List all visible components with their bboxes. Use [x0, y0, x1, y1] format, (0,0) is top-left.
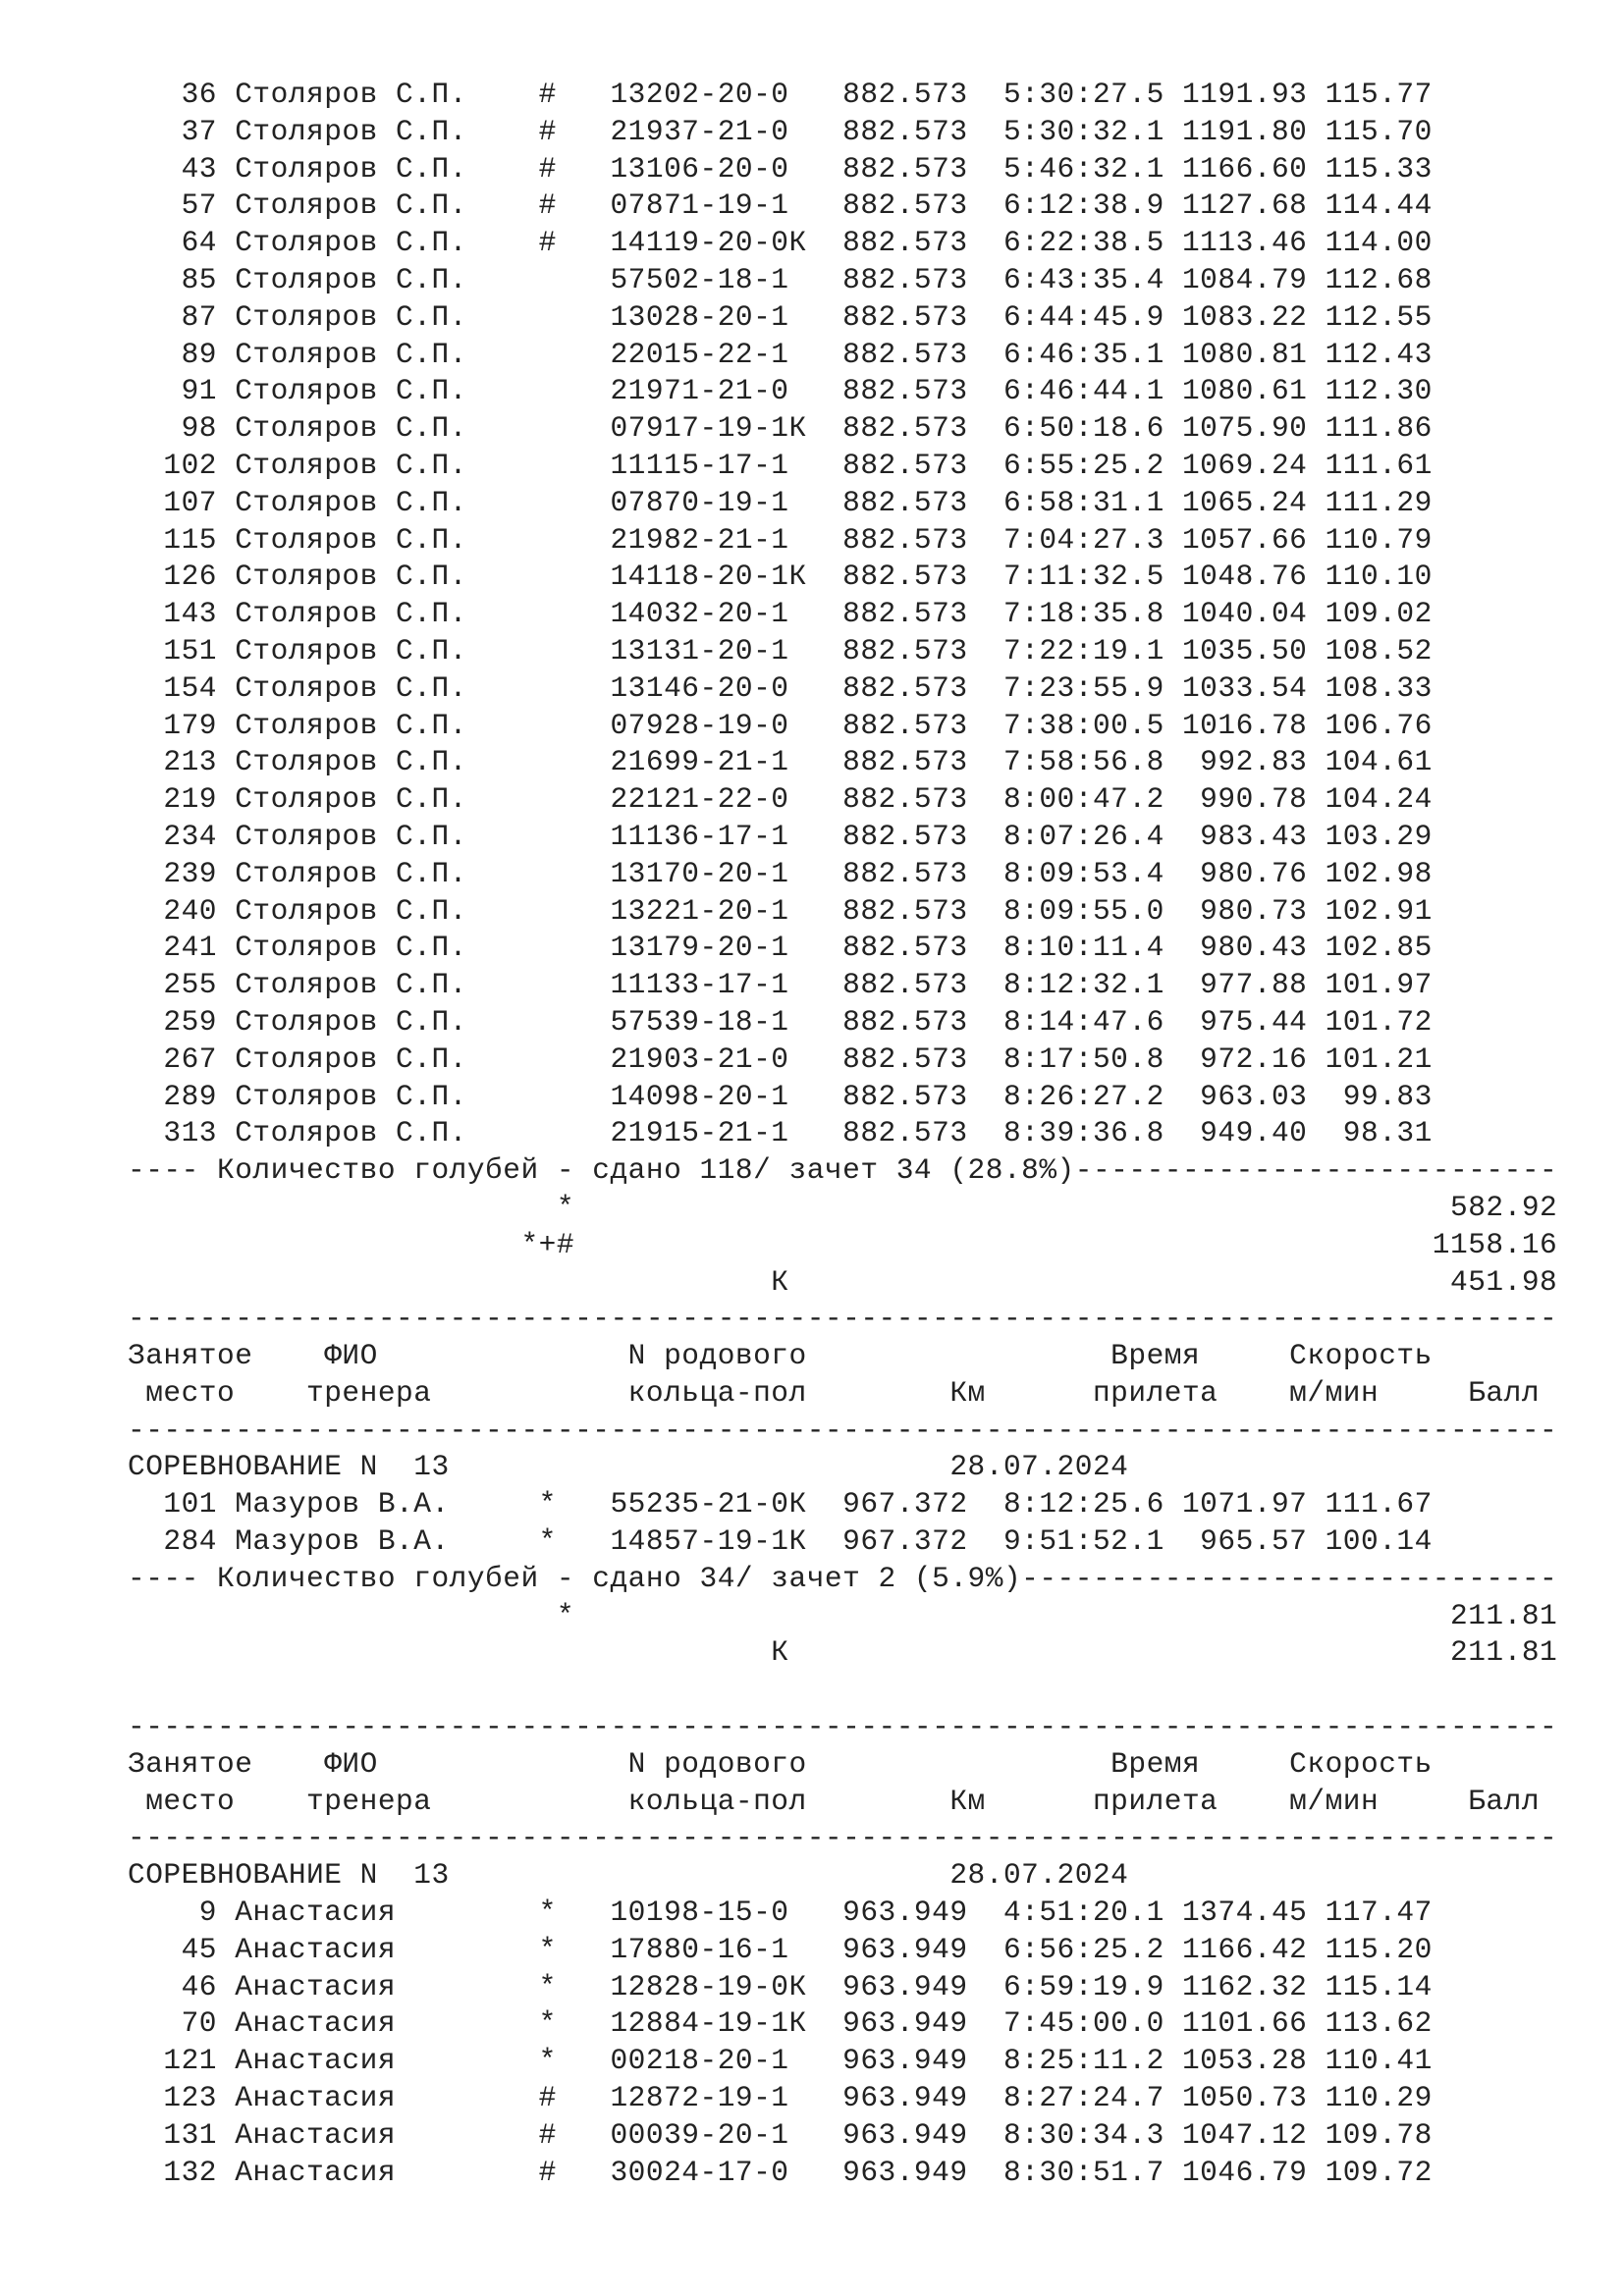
result-row: 213 Столяров С.П. 21699-21-1 882.573 7:58:56.8 992.83 104.61: [128, 745, 1433, 779]
result-row: 107 Столяров С.П. 07870-19-1 882.573 6:58:31.1 1065.24 111.29: [128, 485, 1433, 519]
result-row: 43 Столяров С.П. # 13106-20-0 882.573 5:46:32.1 1166.60 115.33: [128, 151, 1433, 186]
result-row: 91 Столяров С.П. 21971-21-0 882.573 6:46:44.1 1080.61 112.30: [128, 374, 1433, 408]
competition-line: СОРЕВНОВАНИЕ N 13 28.07.2024: [128, 1450, 1129, 1484]
result-row: 36 Столяров С.П. # 13202-20-0 882.573 5:30:27.5 1191.93 115.77: [128, 78, 1433, 111]
result-row: 87 Столяров С.П. 13028-20-1 882.573 6:44:45.9 1083.22 112.55: [128, 299, 1433, 334]
result-row: 259 Столяров С.П. 57539-18-1 882.573 8:14:47.6 975.44 101.72: [128, 1004, 1433, 1039]
result-row: 70 Анастасия * 12884-19-1К 963.949 7:45:00.0 1101.66 113.62: [128, 2006, 1433, 2041]
blank-line: [128, 1672, 1561, 1709]
result-row: 239 Столяров С.П. 13170-20-1 882.573 8:09:53.4 980.76 102.98: [128, 856, 1433, 890]
result-row: 89 Столяров С.П. 22015-22-1 882.573 6:46:35.1 1080.81 112.43: [128, 337, 1433, 371]
result-row: 123 Анастасия # 12872-19-1 963.949 8:27:24.7 1050.73 110.29: [128, 2081, 1433, 2115]
result-row: 126 Столяров С.П. 14118-20-1К 882.573 7:11:32.5 1048.76 110.10: [128, 560, 1433, 594]
divider: --------------------------------------------------------------------------------: [128, 1821, 1558, 1855]
result-row: 219 Столяров С.П. 22121-22-0 882.573 8:00:47.2 990.78 104.24: [128, 782, 1433, 817]
result-row: 46 Анастасия * 12828-19-0К 963.949 6:59:19.9 1162.32 115.14: [128, 1969, 1433, 2003]
divider: --------------------------------------------------------------------------------: [128, 1413, 1558, 1447]
table-header-line-2: место тренера кольца-пол Км прилета м/мин Балл: [128, 1784, 1541, 1818]
result-row: 255 Столяров С.П. 11133-17-1 882.573 8:12:32.1 977.88 101.97: [128, 968, 1433, 1002]
result-row: 179 Столяров С.П. 07928-19-0 882.573 7:38:00.5 1016.78 106.76: [128, 708, 1433, 742]
result-row: 151 Столяров С.П. 13131-20-1 882.573 7:22:19.1 1035.50 108.52: [128, 633, 1433, 667]
result-row: 289 Столяров С.П. 14098-20-1 882.573 8:26:27.2 963.03 99.83: [128, 1079, 1433, 1113]
result-row: 313 Столяров С.П. 21915-21-1 882.573 8:39:36.8 949.40 98.31: [128, 1116, 1433, 1150]
result-row: 267 Столяров С.П. 21903-21-0 882.573 8:17:50.8 972.16 101.21: [128, 1041, 1433, 1076]
result-row: 85 Столяров С.П. 57502-18-1 882.573 6:43:35.4 1084.79 112.68: [128, 262, 1433, 296]
result-row: 64 Столяров С.П. # 14119-20-0К 882.573 6:22:38.5 1113.46 114.00: [128, 226, 1433, 260]
summary-line: ---- Количество голубей - сдано 34/ зачет 2 (5.9%)------------------------------: [128, 1561, 1558, 1595]
result-row: 121 Анастасия * 00218-20-1 963.949 8:25:11.2 1053.28 110.41: [128, 2044, 1433, 2078]
result-row: 37 Столяров С.П. # 21937-21-0 882.573 5:30:32.1 1191.80 115.70: [128, 114, 1433, 148]
table-header-line-1: Занятое ФИО N родового Время Скорость: [128, 1339, 1433, 1373]
result-row: 9 Анастасия * 10198-15-0 963.949 4:51:20.1 1374.45 117.47: [128, 1896, 1433, 1930]
result-row: 132 Анастасия # 30024-17-0 963.949 8:30:51.7 1046.79 109.72: [128, 2155, 1433, 2189]
result-row: 234 Столяров С.П. 11136-17-1 882.573 8:07:26.4 983.43 103.29: [128, 819, 1433, 853]
result-row: 98 Столяров С.П. 07917-19-1К 882.573 6:50:18.6 1075.90 111.86: [128, 411, 1433, 446]
total-line: *+# 1158.16: [128, 1227, 1558, 1261]
table-header-line-1: Занятое ФИО N родового Время Скорость: [128, 1746, 1433, 1781]
result-row: 115 Столяров С.П. 21982-21-1 882.573 7:04:27.3 1057.66 110.79: [128, 522, 1433, 557]
result-row: 240 Столяров С.П. 13221-20-1 882.573 8:09:55.0 980.73 102.91: [128, 893, 1433, 928]
result-row: 57 Столяров С.П. # 07871-19-1 882.573 6:12:38.9 1127.68 114.44: [128, 188, 1433, 223]
result-row: 45 Анастасия * 17880-16-1 963.949 6:56:25.2 1166.42 115.20: [128, 1932, 1433, 1966]
divider: --------------------------------------------------------------------------------: [128, 1710, 1558, 1744]
result-row: 143 Столяров С.П. 14032-20-1 882.573 7:18:35.8 1040.04 109.02: [128, 597, 1433, 631]
result-row: 102 Столяров С.П. 11115-17-1 882.573 6:55:25.2 1069.24 111.61: [128, 448, 1433, 482]
result-row: 154 Столяров С.П. 13146-20-0 882.573 7:23:55.9 1033.54 108.33: [128, 670, 1433, 705]
table-header-line-2: место тренера кольца-пол Км прилета м/мин Балл: [128, 1375, 1541, 1410]
total-line: К 451.98: [128, 1264, 1558, 1299]
divider: --------------------------------------------------------------------------------: [128, 1302, 1558, 1336]
total-line: * 582.92: [128, 1190, 1558, 1224]
summary-line: ---- Количество голубей - сдано 118/ зачет 34 (28.8%)---------------------------: [128, 1153, 1558, 1188]
total-line: * 211.81: [128, 1598, 1558, 1632]
competition-line: СОРЕВНОВАНИЕ N 13 28.07.2024: [128, 1858, 1129, 1893]
result-row: 284 Мазуров В.А. * 14857-19-1К 967.372 9:51:52.1 965.57 100.14: [128, 1524, 1433, 1559]
total-line: К 211.81: [128, 1635, 1558, 1670]
results-document: [128, 77, 1561, 2191]
result-row: 131 Анастасия # 00039-20-1 963.949 8:30:34.3 1047.12 109.78: [128, 2117, 1433, 2152]
result-row: 241 Столяров С.П. 13179-20-1 882.573 8:10:11.4 980.43 102.85: [128, 931, 1433, 965]
result-row: 101 Мазуров В.А. * 55235-21-0К 967.372 8:12:25.6 1071.97 111.67: [128, 1487, 1433, 1522]
